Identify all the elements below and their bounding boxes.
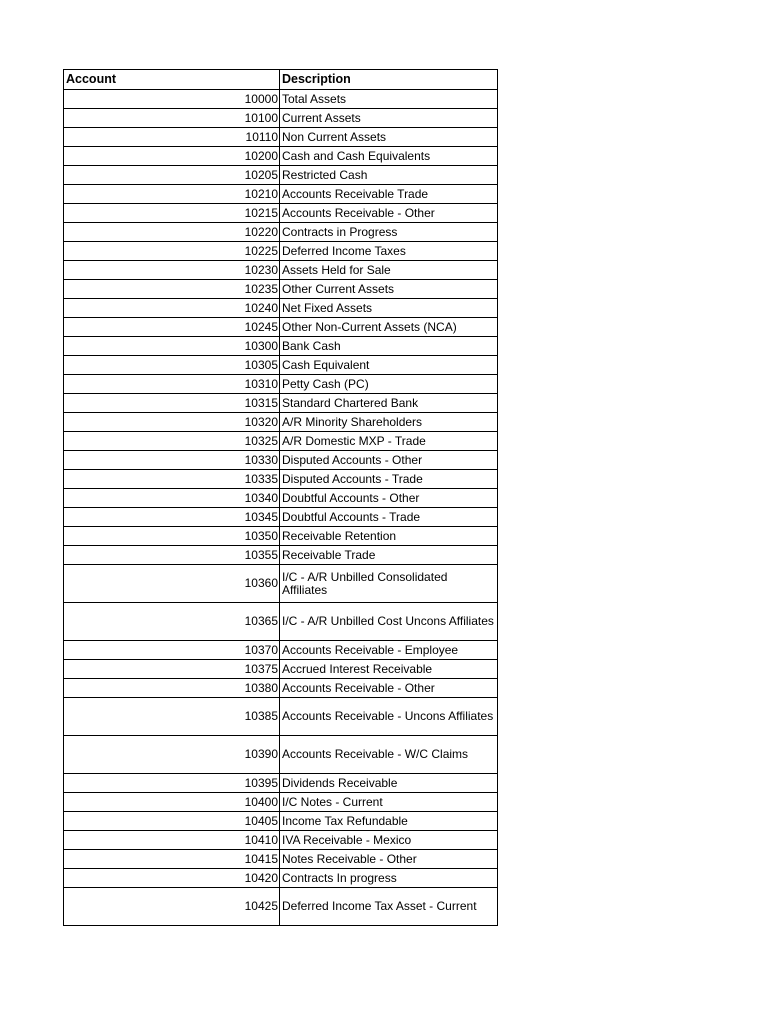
account-description-cell: Bank Cash [280,337,498,356]
account-number-cell: 10310 [64,375,280,394]
account-number-cell: 10360 [64,565,280,603]
table-row [64,356,498,375]
table-row [64,812,498,831]
table-row [64,337,498,356]
account-description-cell: Deferred Income Taxes [280,242,498,261]
account-description-cell: Other Current Assets [280,280,498,299]
account-description-cell: Deferred Income Tax Asset - Current [280,888,498,926]
table-row [64,565,498,603]
account-number-cell: 10200 [64,147,280,166]
table-row [64,850,498,869]
table-row [64,888,498,926]
account-number-cell: 10365 [64,603,280,641]
table-row [64,185,498,204]
account-number-cell: 10405 [64,812,280,831]
account-description-cell: I/C - A/R Unbilled Consolidated Affiliates [280,565,498,603]
account-number-cell: 10215 [64,204,280,223]
table-row [64,394,498,413]
account-description-cell: Restricted Cash [280,166,498,185]
table-row [64,470,498,489]
table-row [64,508,498,527]
account-description-cell: Current Assets [280,109,498,128]
table-row [64,432,498,451]
table-row [64,774,498,793]
header-row [64,70,498,90]
account-description-cell: Net Fixed Assets [280,299,498,318]
account-table [63,69,498,926]
account-number-cell: 10395 [64,774,280,793]
account-number-cell: 10100 [64,109,280,128]
table-row [64,90,498,109]
account-description-cell: A/R Minority Shareholders [280,413,498,432]
account-number-cell: 10370 [64,641,280,660]
account-number-cell: 10325 [64,432,280,451]
table-row [64,489,498,508]
table-row [64,299,498,318]
table-row [64,451,498,470]
account-number-cell: 10225 [64,242,280,261]
account-sheet [63,69,498,926]
account-number-cell: 10380 [64,679,280,698]
table-row [64,128,498,147]
account-number-cell: 10425 [64,888,280,926]
account-number-cell: 10385 [64,698,280,736]
account-number-cell: 10400 [64,793,280,812]
table-row [64,318,498,337]
account-number-cell: 10350 [64,527,280,546]
account-description-cell: Disputed Accounts - Trade [280,470,498,489]
table-row [64,679,498,698]
account-description-cell: Non Current Assets [280,128,498,147]
account-description-cell: Receivable Retention [280,527,498,546]
account-number-cell: 10305 [64,356,280,375]
account-number-cell: 10375 [64,660,280,679]
account-number-cell: 10355 [64,546,280,565]
account-description-cell: Accounts Receivable - Employee [280,641,498,660]
account-description-cell: Accounts Receivable - W/C Claims [280,736,498,774]
account-number-cell: 10420 [64,869,280,888]
table-row [64,223,498,242]
table-row [64,698,498,736]
account-description-cell: Doubtful Accounts - Other [280,489,498,508]
table-row [64,736,498,774]
table-row [64,242,498,261]
account-number-cell: 10110 [64,128,280,147]
account-number-cell: 10210 [64,185,280,204]
account-description-cell: Accounts Receivable - Other [280,204,498,223]
account-description-cell: Accrued Interest Receivable [280,660,498,679]
account-description-cell: Income Tax Refundable [280,812,498,831]
account-description-cell: Disputed Accounts - Other [280,451,498,470]
account-description-cell: Notes Receivable - Other [280,850,498,869]
account-description-cell: Accounts Receivable Trade [280,185,498,204]
account-description-cell: I/C Notes - Current [280,793,498,812]
table-row [64,204,498,223]
account-number-cell: 10320 [64,413,280,432]
table-row [64,109,498,128]
table-row [64,603,498,641]
table-row [64,869,498,888]
account-description-cell: Receivable Trade [280,546,498,565]
account-description-cell: Dividends Receivable [280,774,498,793]
account-description-cell: Contracts In progress [280,869,498,888]
account-number-cell: 10220 [64,223,280,242]
table-row [64,147,498,166]
account-description-cell: Accounts Receivable - Other [280,679,498,698]
table-row [64,166,498,185]
table-row [64,527,498,546]
account-description-cell: Cash and Cash Equivalents [280,147,498,166]
account-description-cell: Other Non-Current Assets (NCA) [280,318,498,337]
table-row [64,546,498,565]
table-row [64,641,498,660]
account-number-cell: 10240 [64,299,280,318]
table-row [64,660,498,679]
account-number-cell: 10415 [64,850,280,869]
table-body [64,90,498,926]
table-row [64,793,498,812]
account-column-header: Account [64,70,280,90]
account-description-cell: IVA Receivable - Mexico [280,831,498,850]
table-row [64,375,498,394]
description-column-header: Description [280,70,498,90]
account-description-cell: Doubtful Accounts - Trade [280,508,498,527]
table-row [64,261,498,280]
account-number-cell: 10410 [64,831,280,850]
account-number-cell: 10235 [64,280,280,299]
account-description-cell: Cash Equivalent [280,356,498,375]
account-description-cell: I/C - A/R Unbilled Cost Uncons Affiliates [280,603,498,641]
account-number-cell: 10345 [64,508,280,527]
account-number-cell: 10230 [64,261,280,280]
account-number-cell: 10335 [64,470,280,489]
account-description-cell: Total Assets [280,90,498,109]
account-description-cell: Standard Chartered Bank [280,394,498,413]
table-row [64,831,498,850]
account-number-cell: 10245 [64,318,280,337]
account-description-cell: Assets Held for Sale [280,261,498,280]
account-description-cell: Petty Cash (PC) [280,375,498,394]
account-description-cell: Contracts in Progress [280,223,498,242]
account-number-cell: 10300 [64,337,280,356]
account-number-cell: 10205 [64,166,280,185]
account-number-cell: 10315 [64,394,280,413]
account-number-cell: 10000 [64,90,280,109]
account-description-cell: Accounts Receivable - Uncons Affiliates [280,698,498,736]
table-row [64,280,498,299]
account-number-cell: 10390 [64,736,280,774]
account-number-cell: 10340 [64,489,280,508]
account-description-cell: A/R Domestic MXP - Trade [280,432,498,451]
account-number-cell: 10330 [64,451,280,470]
table-row [64,413,498,432]
